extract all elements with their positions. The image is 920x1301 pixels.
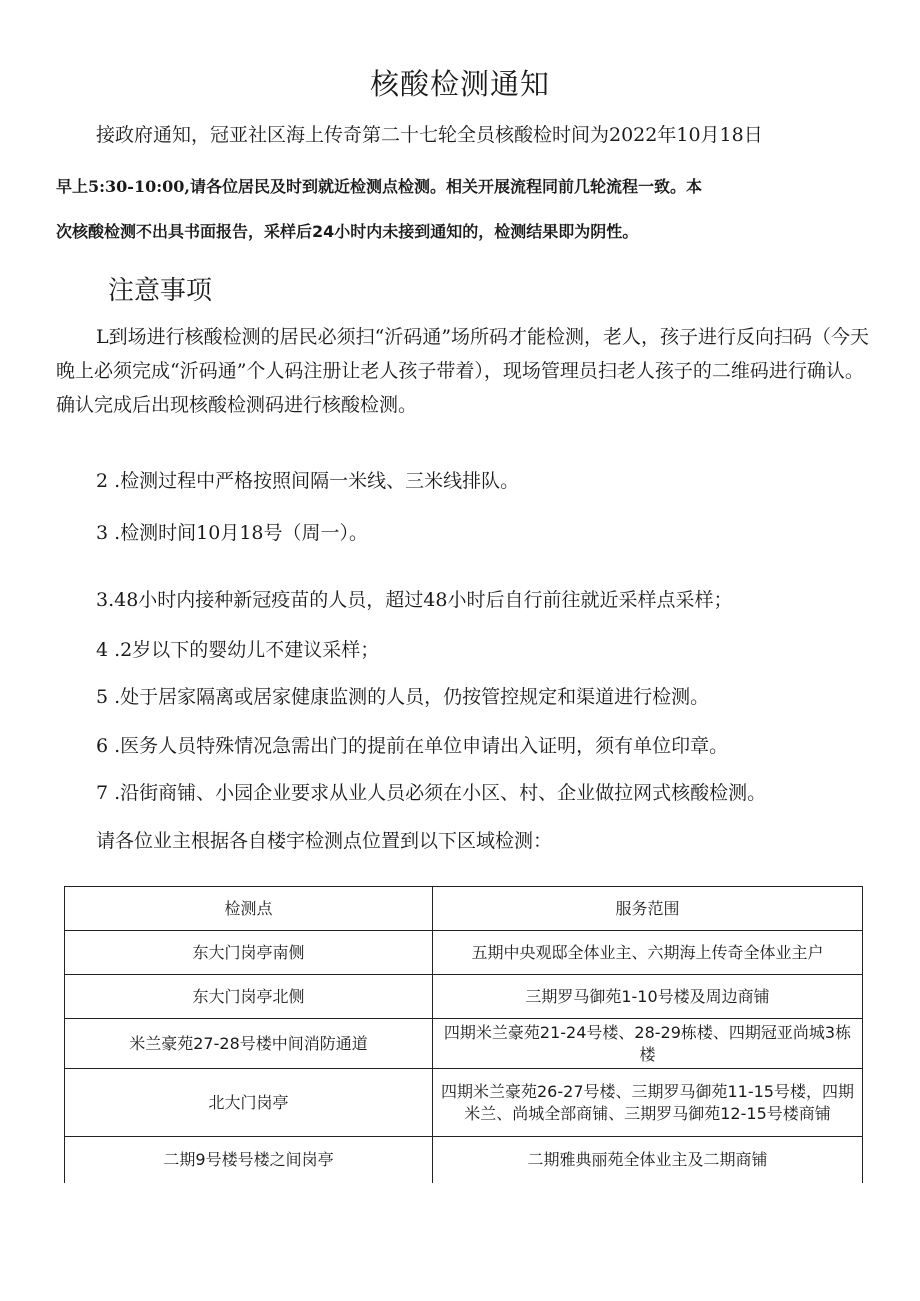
page-title: 核酸检测通知 (369, 67, 550, 101)
service-range-cell: 二期雅典丽苑全体业主及二期商铺 (433, 1137, 863, 1183)
note-item-8: 7 .沿街商铺、小园企业要求从业人员必须在小区、村、企业做拉网式核酸检测。 (96, 782, 767, 804)
testing-points-table (64, 886, 863, 1183)
table-header-row (65, 887, 863, 931)
service-range-cell: 四期米兰豪苑26-27号楼、三期罗马御苑11-15号楼，四期米兰、尚城全部商铺、三期罗马御苑12-15号楼商铺 (433, 1069, 863, 1137)
testing-point-cell: 东大门岗亭北侧 (65, 975, 433, 1019)
intro-line-2: 早上5:30-10:00,请各位居民及时到就近检测点检测。相关开展流程同前几轮流程一致。本 (56, 177, 702, 196)
note-item-1: L到场进行核酸检测的居民必须扫“沂码通”场所码才能检测，老人，孩子进行反向扫码（今天晚上必须完成“沂码通”个人码注册让老人孩子带着），现场管理员扫老人孩子的二维码进行确认。确认完成后出现核酸检测码进行核酸检测。 (56, 326, 870, 416)
header-testing-point: 检测点 (65, 887, 433, 931)
note-item-7: 6 .医务人员特殊情况急需出门的提前在单位申请出入证明，须有单位印章。 (96, 735, 729, 757)
instruction-line: 请各位业主根据各自楼宇检测点位置到以下区域检测： (96, 830, 553, 852)
intro-line-1: 接政府通知，冠亚社区海上传奇第二十七轮全员核酸检时间为2022年10月18日 (96, 124, 763, 146)
note-item-5: 4 .2岁以下的婴幼儿不建议采样； (96, 639, 380, 661)
testing-point-cell: 二期9号楼号楼之间岗亭 (65, 1137, 433, 1183)
table-row (65, 931, 863, 975)
table-row (65, 975, 863, 1019)
note-item-4: 3.48小时内接种新冠疫苗的人员，超过48小时后自行前往就近采样点采样； (96, 589, 733, 611)
note-item-3: 3 .检测时间10月18号（周一）。 (96, 522, 369, 544)
service-range-cell: 四期米兰豪苑21-24号楼、28-29栋楼、四期冠亚尚城3栋楼 (433, 1019, 863, 1069)
table-row (65, 1137, 863, 1183)
service-range-cell: 三期罗马御苑1-10号楼及周边商铺 (433, 975, 863, 1019)
service-range-cell: 五期中央观邸全体业主、六期海上传奇全体业主户 (433, 931, 863, 975)
note-item-6: 5 .处于居家隔离或居家健康监测的人员，仍按管控规定和渠道进行检测。 (96, 686, 710, 708)
testing-point-cell: 东大门岗亭南侧 (65, 931, 433, 975)
table-row (65, 1069, 863, 1137)
header-service-range: 服务范围 (433, 887, 863, 931)
note-item-2: 2 .检测过程中严格按照间隔一米线、三米线排队。 (96, 470, 520, 492)
table-row (65, 1019, 863, 1069)
testing-point-cell: 北大门岗亭 (65, 1069, 433, 1137)
testing-point-cell: 米兰豪苑27-28号楼中间消防通道 (65, 1019, 433, 1069)
notes-heading: 注意事项 (108, 276, 213, 306)
intro-line-3: 次核酸检测不出具书面报告，采样后24小时内未接到通知的，检测结果即为阴性。 (56, 222, 639, 241)
